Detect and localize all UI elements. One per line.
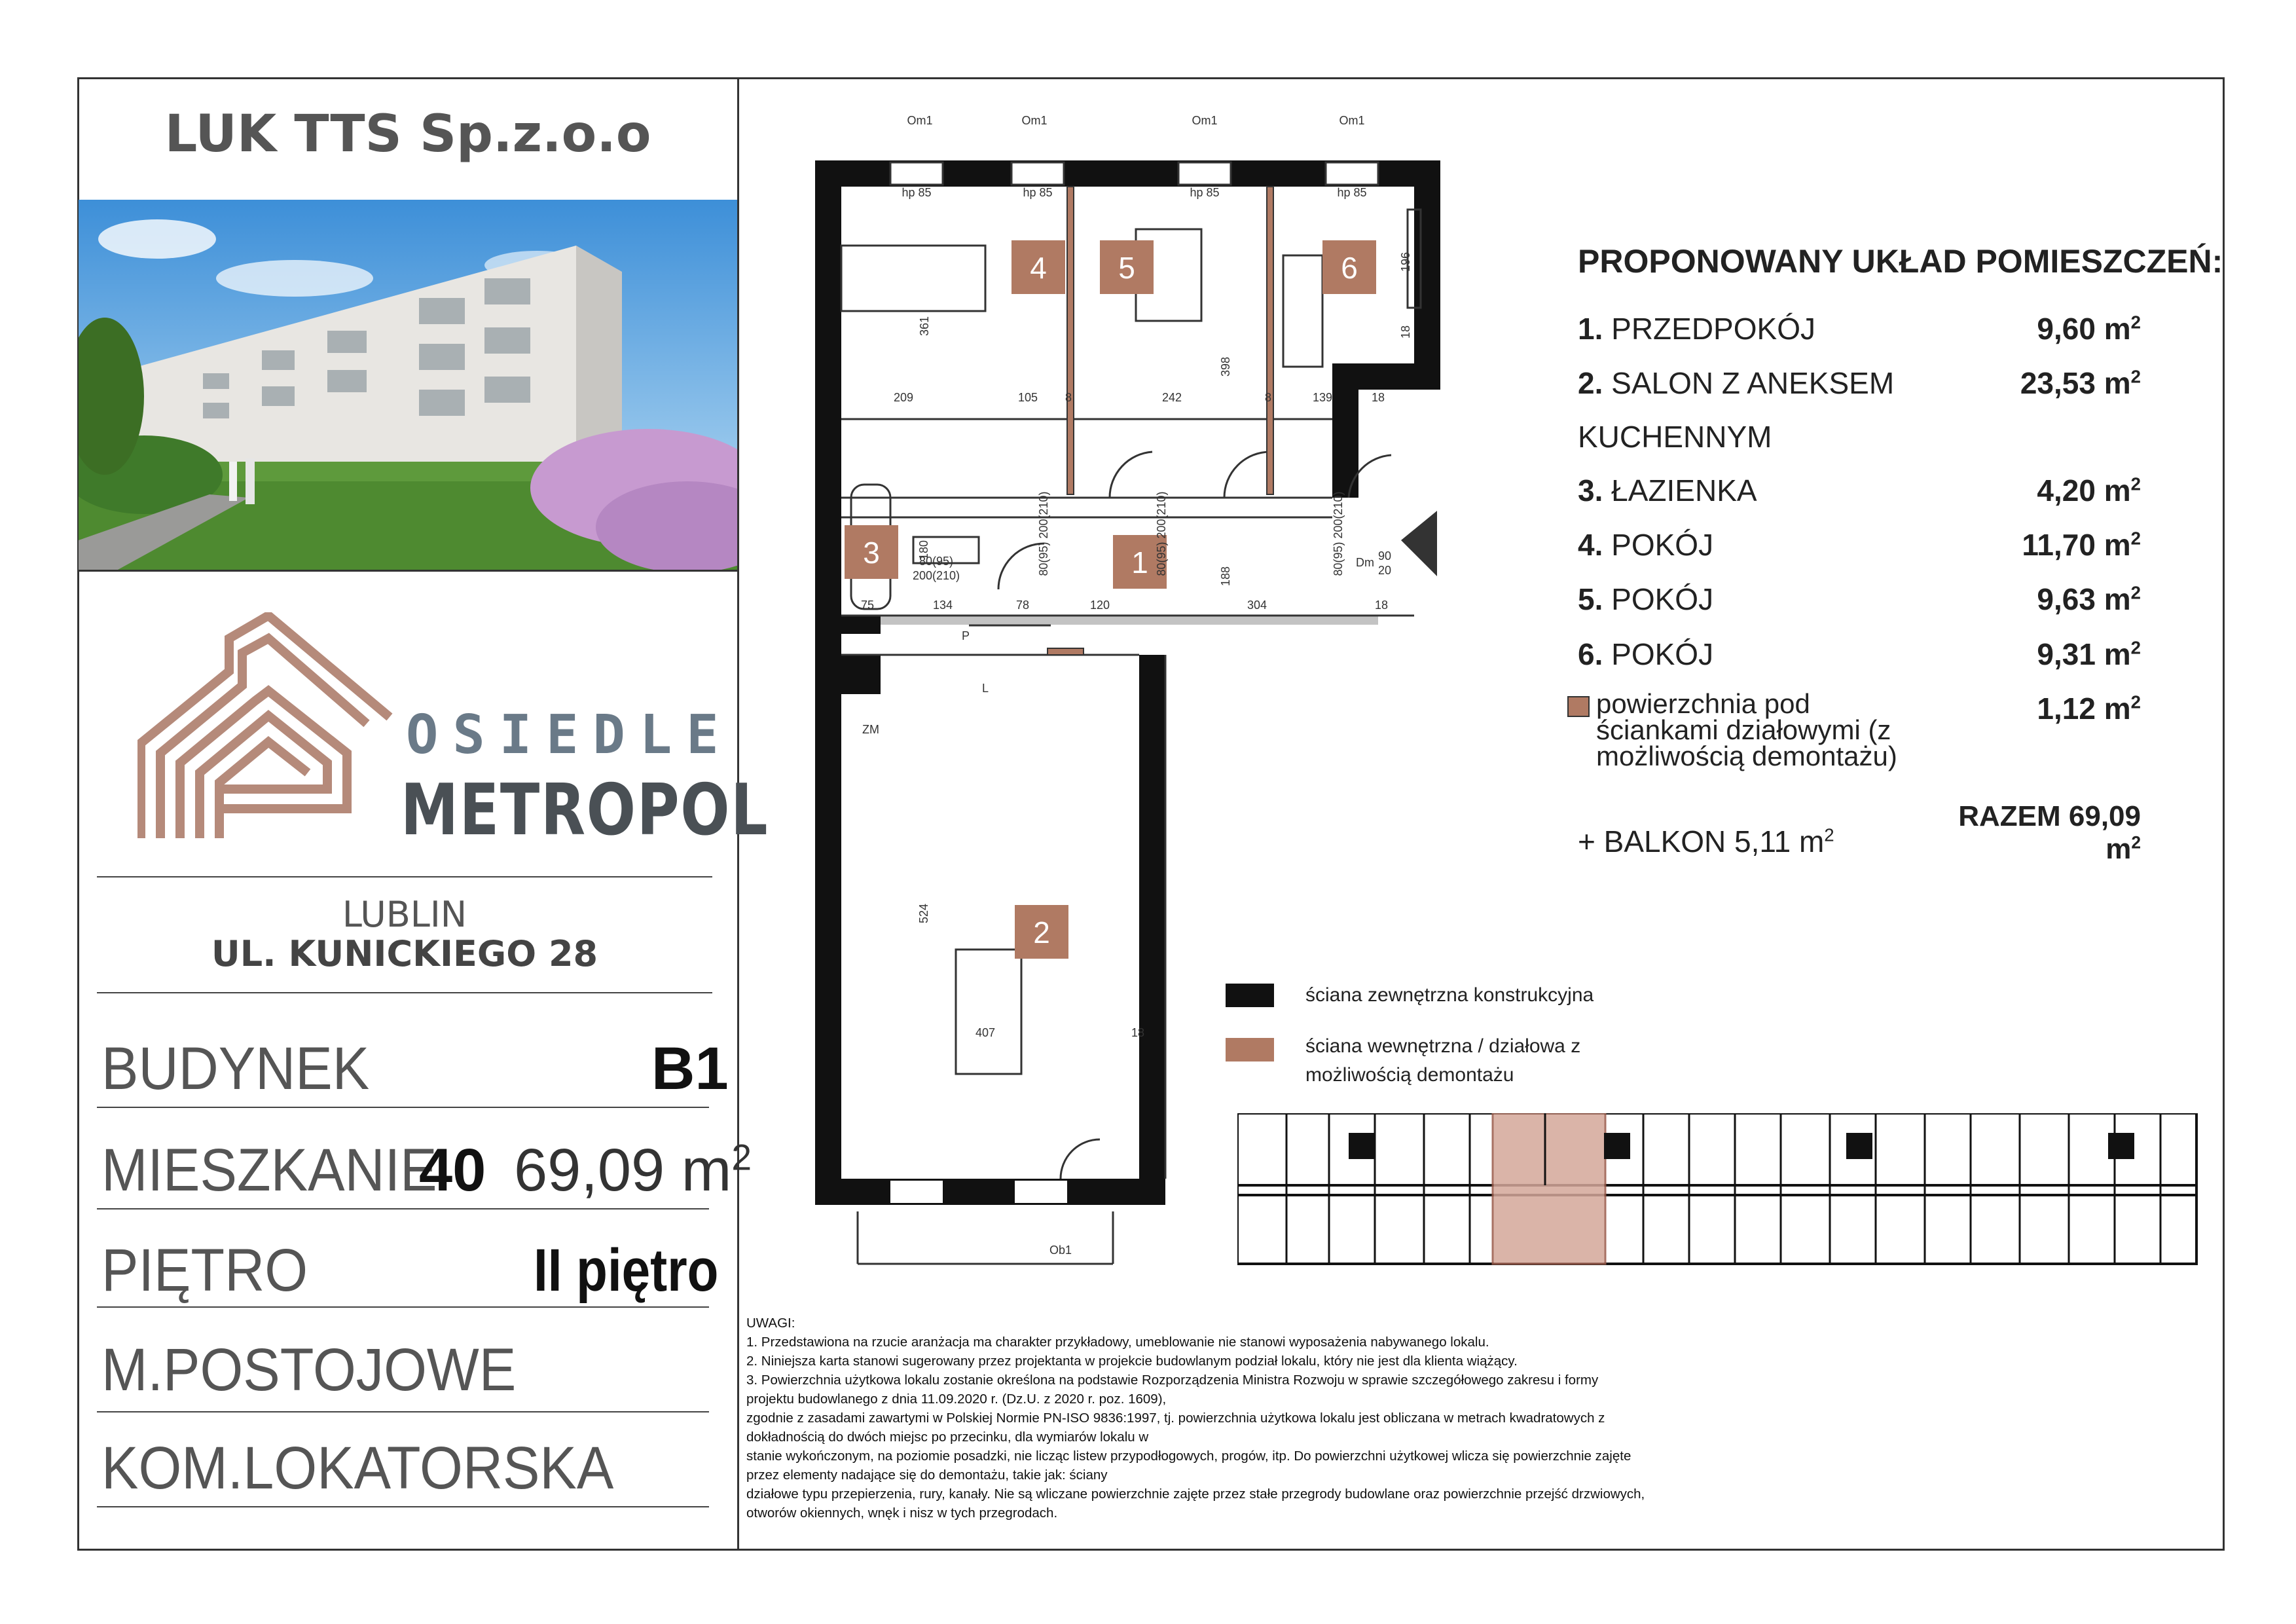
room-row (1578, 311, 2141, 346)
svg-text:Om1: Om1 (1339, 114, 1365, 127)
balcony-area: + BALKON 5,11 $m^2$ (1578, 824, 1834, 858)
separator (97, 1306, 709, 1308)
svg-text:78: 78 (1015, 599, 1030, 612)
svg-text:90: 90 (1377, 549, 1392, 563)
svg-text:398: 398 (1219, 356, 1232, 377)
separator (97, 1208, 709, 1209)
svg-text:80(95): 80(95) (919, 555, 954, 568)
room-number: 6. (1578, 637, 1603, 671)
svg-text:188: 188 (1219, 566, 1232, 587)
building-label: BUDYNEK (101, 1035, 370, 1102)
partition-swatch (1567, 696, 1590, 717)
room-area: 9,60 $m^2$ (2037, 312, 2141, 346)
svg-text:18: 18 (1374, 599, 1389, 612)
apartment-label: MIESZKANIE (101, 1137, 437, 1204)
room-number: 5. (1578, 582, 1603, 616)
city: LUBLIN (342, 894, 467, 935)
svg-text:361: 361 (918, 316, 931, 337)
note-line: 1. Przedstawiona na rzucie aranżacja ma charakter przykładowy, umeblowanie nie stanowi wyposażenia nabywanego lokalu. (746, 1335, 1489, 1350)
svg-text:20: 20 (1377, 564, 1392, 577)
svg-text:80(95) 200(210): 80(95) 200(210) (1155, 491, 1168, 576)
svg-text:hp 85: hp 85 (1023, 186, 1053, 199)
room-row (1578, 637, 2141, 672)
svg-text:407: 407 (975, 1026, 996, 1039)
room-name: POKÓJ (1611, 637, 1714, 671)
note-line: projektu budowlanego z dnia 11.09.2020 r. (Dz.U. z 2020 r. poz. 1609), (746, 1392, 1167, 1407)
note-line: działowe typu przepierzenia, rury, kanały. Nie są wliczane powierzchnie zajęte przez stałe przegrody budowlane oraz powierzchnie przejść drzwiowych, (746, 1486, 1645, 1502)
svg-text:139: 139 (1312, 391, 1333, 404)
separator (97, 1411, 709, 1412)
svg-text:Ob1: Ob1 (1049, 1244, 1072, 1257)
room-5-label: 5 (1118, 251, 1135, 285)
svg-text:Om1: Om1 (1021, 114, 1048, 127)
svg-text:18: 18 (1371, 391, 1385, 404)
svg-text:180: 180 (917, 540, 930, 561)
room-area: 4,20 $m^2$ (2037, 473, 2141, 507)
svg-text:hp 85: hp 85 (902, 186, 932, 199)
svg-text:ZM: ZM (862, 723, 879, 736)
photo-separator (79, 570, 737, 572)
room-name: ŁAZIENKA (1611, 473, 1757, 507)
note-line: przez elementy nadające się do demontażu, takie jak: ściany (746, 1467, 1108, 1483)
building-value: B1 (651, 1035, 729, 1102)
room-number: 1. (1578, 312, 1603, 346)
svg-text:Dm: Dm (1356, 556, 1374, 569)
room-number: 3. (1578, 473, 1603, 507)
room-number: 4. (1578, 528, 1603, 562)
svg-text:8: 8 (1065, 391, 1072, 404)
notes-title: UWAGI: (746, 1316, 795, 1331)
note-line: zgodnie z zasadami zawartymi w Polskiej Normie PN-ISO 9836:1997, tj. powierzchnia użytkowa lokalu jest obliczana w metrach kwadratowych z (746, 1411, 1605, 1426)
notes (746, 1314, 2217, 1522)
apartment-number: 40 (419, 1137, 486, 1204)
room-number: 2. (1578, 366, 1603, 400)
room-row (1578, 581, 2141, 617)
legend-partition-text: ściana wewnętrzna / działowa z możliwością demontażu (1305, 1035, 1581, 1086)
room-name: PRZEDPOKÓJ (1611, 312, 1815, 346)
room-name: SALON Z ANEKSEM (1611, 366, 1895, 400)
room-row (1578, 419, 2141, 454)
svg-text:304: 304 (1247, 599, 1267, 612)
room-area: 9,63 $m^2$ (2037, 582, 2141, 616)
svg-text:hp 85: hp 85 (1190, 186, 1220, 199)
room-2-label: 2 (1033, 915, 1050, 950)
room-area: 11,70 $m^2$ (2022, 528, 2141, 562)
svg-text:105: 105 (1017, 391, 1038, 404)
company-name: LUK TTS Sp.z.o.o (164, 105, 651, 164)
room-area: 9,31 $m^2$ (2037, 637, 2141, 671)
total-area: RAZEM 69,09 $m^2$ (1958, 800, 2141, 865)
room-row (1578, 473, 2141, 508)
parking-label: M.POSTOJOWE (101, 1337, 517, 1403)
floor-value: II piętro (534, 1237, 719, 1304)
separator (97, 1506, 709, 1507)
svg-text:80(95) 200(210): 80(95) 200(210) (1037, 491, 1050, 576)
separator (97, 1107, 709, 1108)
svg-text:P: P (961, 629, 970, 642)
note-line: otworów okiennych, wnęk i nisz w tych przegrodach. (746, 1505, 1058, 1521)
room-row (1578, 365, 2141, 401)
note-line: dokładnością do dwóch miejsc po przecinku, dla wymiarów lokalu w (746, 1430, 1149, 1445)
partition-note: powierzchnia pod ściankami działowymi (z możliwością demontażu) (1596, 688, 1897, 771)
separator (97, 992, 712, 993)
svg-text:L: L (981, 682, 989, 695)
legend-structural-text: ściana zewnętrzna konstrukcyjna (1305, 984, 1594, 1006)
building-rendering (79, 200, 737, 570)
legend-structural-swatch (1226, 984, 1274, 1007)
room-4-label: 4 (1030, 251, 1047, 285)
svg-text:Om1: Om1 (907, 114, 933, 127)
svg-text:524: 524 (917, 903, 930, 924)
floor-plan (753, 105, 1525, 1283)
separator (97, 876, 712, 877)
svg-text:18: 18 (1399, 325, 1412, 339)
logo-osiedle-text: OSIEDLE (406, 704, 733, 766)
building-key-plan (1237, 1113, 2200, 1283)
floor-label: PIĘTRO (101, 1237, 308, 1304)
room-name: POKÓJ (1611, 582, 1714, 616)
osiedle-metropol-logo-icon (137, 612, 393, 838)
street-address: UL. KUNICKIEGO 28 (211, 933, 598, 974)
note-line: 3. Powierzchnia użytkowa lokalu zostanie określona na podstawie Rozporządzenia Ministra Rozwoju w sprawie szczegółowego zakresu i formy (746, 1373, 1599, 1388)
svg-text:196: 196 (1399, 251, 1412, 272)
room-row (1578, 527, 2141, 563)
room-3-label: 3 (863, 536, 880, 570)
note-line: 2. Niniejsza karta stanowi sugerowany przez projektanta w projekcie budowlanym podział lokalu, który nie jest dla klienta wiążący. (746, 1354, 1518, 1369)
legend-partition-swatch (1226, 1038, 1274, 1061)
svg-text:hp 85: hp 85 (1337, 186, 1367, 199)
room-1-label: 1 (1131, 545, 1148, 580)
storage-label: KOM.LOKATORSKA (101, 1435, 614, 1502)
svg-text:Om1: Om1 (1192, 114, 1218, 127)
note-line: stanie wykończonym, na poziomie posadzki, nie licząc listew przypodłogowych, progów, itp. Do powierzchni użytkowej wlicza się powierzchnie zajęte (746, 1449, 1631, 1464)
svg-text:200(210): 200(210) (912, 569, 960, 582)
room-name: KUCHENNYM (1578, 420, 1772, 454)
room-6-label: 6 (1341, 251, 1358, 285)
svg-text:134: 134 (932, 599, 953, 612)
svg-text:75: 75 (860, 599, 875, 612)
apartment-area: 69,09 $m^2$ (514, 1137, 752, 1204)
svg-text:80(95) 200(210): 80(95) 200(210) (1332, 491, 1345, 576)
partition-area: 1,12 $m^2$ (2037, 692, 2141, 726)
room-area: 23,53 $m^2$ (2020, 366, 2141, 400)
room-name: POKÓJ (1611, 528, 1714, 562)
room-list-title: PROPONOWANY UKŁAD POMIESZCZEŃ: (1578, 243, 2223, 280)
svg-text:8: 8 (1264, 391, 1272, 404)
svg-text:120: 120 (1089, 599, 1110, 612)
svg-text:242: 242 (1161, 391, 1182, 404)
svg-text:209: 209 (893, 391, 914, 404)
svg-text:18: 18 (1131, 1026, 1145, 1039)
logo-metropol-text: METROPOL (401, 769, 769, 851)
